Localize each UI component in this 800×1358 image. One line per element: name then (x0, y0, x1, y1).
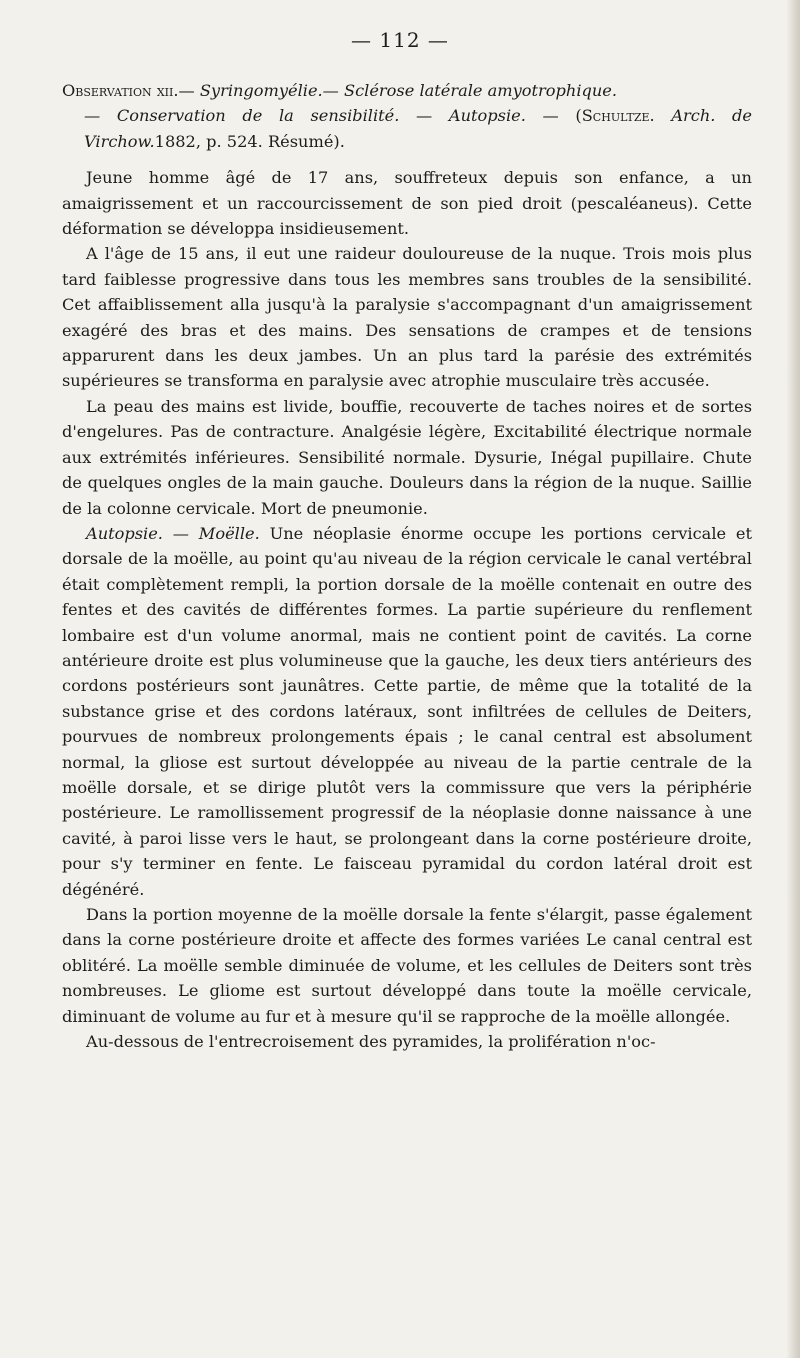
observation-autopsy-label: Autopsie. (448, 106, 526, 126)
autopsy-section-label: Autopsie. — Moëlle. (86, 523, 260, 543)
paragraph-2: A l'âge de 15 ans, il eut une raideur douloureuse de la nuque. Trois mois plus tard faiblesse progressive dans tous les membres sans troubles de la sensibilité. Cet affaiblissement alla jusqu'à la paralysie s'accompagnant d'un amaigrissement exagéré des bras et des mains. Des sensations de crampes et de tensions apparurent dans les deux jambes. Un an plus tard la parésie des extrémités supérieures se transforma en paralysie avec atrophie musculaire très accusée. (62, 244, 752, 391)
source-details: 1882, p. 524. Résumé). (154, 131, 345, 151)
source-lead: — ( (525, 106, 582, 126)
page-edge-shadow (786, 0, 800, 1358)
paragraph-4-text: Une néoplasie énorme occupe les portions cervicale et dorsale de la moëlle, au point qu'au niveau de la région cervicale le canal vertébral était complètement rempli, la portion dorsale de la moëlle contenait en outre des fentes et des cavités de différentes formes. La partie supérieure du renflement lombaire est d'un volume anormal, mais ne contient point de cavités. La corne antérieure droite est plus volumineuse que la gauche, les deux tiers antérieurs des cordons postérieurs sont jaunâtres. Cette partie, de même que la totalité de la substance grise et des cordons latéraux, sont infiltrées de cellules de Deiters, pourvues de nombreux prolongements épais ; le canal central est absolument normal, la gliose est surtout développée au niveau de la partie centrale de la moëlle dorsale, et se dirige plutôt vers la commissure que vers la périphérie postérieure. Le ramollissement progressif de la néoplasie donne naissance à une cavité, à paroi lisse vers le haut, se prolongeant dans la corne postérieure droite, pour s'y terminer en fente. Le faisceau pyramidal du cordon latéral droit est dégénéré. (62, 523, 752, 899)
observation-label: Observation xii. (62, 81, 179, 100)
page-number: — 112 — (351, 28, 449, 52)
heading-dash-2: — (399, 106, 449, 126)
source-journal: Arch. de Virchow. (84, 106, 753, 151)
heading-dash: — (178, 81, 200, 100)
observation-title-part1: Syringomyélie.— Sclérose latérale amyotrophique. (199, 81, 618, 100)
paragraph-1: Jeune homme âgé de 17 ans, souffreteux depuis son enfance, a un amaigrissement et un raccourcissement de son pied droit (pescaléaneus). Cette déformation se développa insidieusement. (62, 168, 752, 239)
paragraph-5: Dans la portion moyenne de la moëlle dorsale la fente s'élargit, passe également dans la corne postérieure droite et affecte des formes variées Le canal central est oblitéré. La moëlle semble diminuée de volume, et les cellules de Deiters sont très nombreuses. Le gliome est surtout développé dans toute la moëlle cervicale, diminuant de volume au fur et à mesure qu'il se rapproche de la moëlle allongée. (62, 905, 752, 1026)
source-author: Schultze. (581, 106, 655, 126)
heading-line-2 (62, 103, 752, 154)
paragraph-6: Au-dessous de l'entrecroisement des pyramides, la prolifération n'oc- (86, 1032, 656, 1052)
paragraph-3: La peau des mains est livide, bouffie, recouverte de taches noires et de sortes d'engelures. Pas de contracture. Analgésie légère, Excitabilité électrique normale aux extrémités inférieures. Sensibilité normale. Dysurie, Inégal pupillaire. Chute de quelques ongles de la main gauche. Douleurs dans la région de la nuque. Saillie de la colonne cervicale. Mort de pneumonie. (62, 396, 752, 518)
page-body (62, 78, 752, 1054)
observation-heading (62, 78, 752, 154)
observation-title-part2: — Conservation de la sensibilité. (84, 106, 400, 126)
paragraph-4 (62, 521, 752, 902)
